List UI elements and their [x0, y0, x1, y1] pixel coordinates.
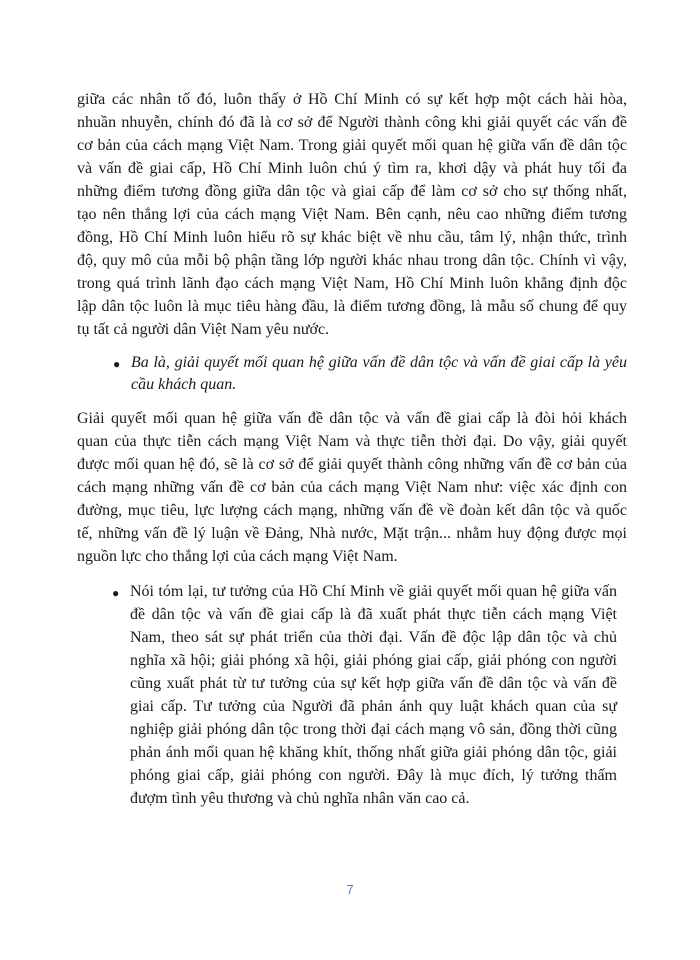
paragraph-line: Giải quyết mối quan hệ giữa vấn đề dân tộc và vấn đề giai cấp là đòi hỏi khách: [77, 410, 627, 427]
paragraph-line: nhuần nhuyễn, chính đó đã là cơ sở để Người thành công khi giải quyết các vấn đề: [77, 114, 627, 131]
paragraph-line: tạo nên thắng lợi của cách mạng Việt Nam. Bên cạnh, nêu cao những điểm tương: [77, 206, 627, 223]
paragraph-line: đồng, Hồ Chí Minh luôn hiểu rõ sự khác biệt về nhu cầu, tâm lý, nhận thức, trình: [77, 229, 627, 246]
page-number: 7: [346, 882, 354, 897]
paragraph-line: được mối quan hệ đó, sẽ là cơ sở để giải quyết thành công những vấn đề cơ bản của: [77, 456, 627, 473]
paragraph-line: quan của thực tiễn cách mạng Việt Nam và thực tiễn thời đại. Do vậy, giải quyết: [77, 433, 627, 450]
paragraph-line: đường, mục tiêu, lực lượng cách mạng, những vấn đề về đoàn kết dân tộc và quốc: [77, 502, 627, 519]
bullet-line: đề dân tộc và vấn đề giai cấp là đã xuất phát thực tiễn cách mạng Việt: [130, 606, 617, 623]
paragraph-line: tế, những vấn đề lý luận về Đảng, Nhà nước, Mặt trận... nhằm huy động được mọi: [77, 525, 627, 542]
paragraph-line: trong quá trình lãnh đạo cách mạng Việt Nam, Hồ Chí Minh luôn khẳng định độc: [77, 275, 627, 292]
bullet-line: Nói tóm lại, tư tưởng của Hồ Chí Minh về giải quyết mối quan hệ giữa vấn: [130, 583, 617, 600]
paragraph-line: cách mạng những vấn đề cơ bản của cách mạng Việt Nam như: việc xác định con: [77, 479, 627, 496]
paragraph-line: nguồn lực cho thắng lợi của cách mạng Việt Nam.: [77, 548, 398, 565]
bullet-line: giai cấp. Tư tưởng của Người đã phản ánh quy luật khách quan của sự: [130, 698, 617, 715]
bullet-line: nghiệp giải phóng dân tộc trong thời đại cách mạng vô sản, đồng thời cũng: [130, 721, 617, 738]
paragraph-line: giữa các nhân tố đó, luôn thấy ở Hồ Chí Minh có sự kết hợp một cách hài hòa,: [77, 91, 627, 108]
bullet-line: Nam, theo sát sự phát triển của thời đại. Vấn đề độc lập dân tộc và chủ: [130, 629, 617, 646]
bullet-marker: ●: [112, 586, 120, 600]
paragraph-line: và vấn đề giai cấp, Hồ Chí Minh luôn chú ý tìm ra, khơi dậy và phát huy tối đa: [77, 160, 627, 177]
bullet-line: nghĩa xã hội; giải phóng xã hội, giải phóng giai cấp, giải phóng con người: [130, 652, 617, 669]
bullet-line: cầu khách quan.: [131, 376, 237, 393]
paragraph-line: những điểm tương đồng giữa dân tộc và giai cấp để làm cơ sở cho sự thống nhất,: [77, 183, 627, 200]
bullet-line: đượm tình yêu thương và chủ nghĩa nhân văn cao cả.: [130, 790, 470, 807]
bullet-line: phản ánh mối quan hệ khăng khít, thống nhất giữa giải phóng dân tộc, giải: [130, 744, 617, 761]
bullet-line: Ba là, giải quyết mối quan hệ giữa vấn đề dân tộc và vấn đề giai cấp là yêu: [131, 354, 627, 371]
bullet-line: cũng xuất phát từ tư tưởng của sự kết hợp giữa vấn đề dân tộc và vấn đề: [130, 675, 617, 692]
bullet-marker: ●: [113, 357, 121, 371]
paragraph-line: độ, quy mô của mỗi bộ phận tầng lớp người khác nhau trong dân tộc. Chính vì vậy,: [77, 252, 627, 269]
bullet-line: phóng giai cấp, giải phóng con người. Đây là mục đích, lý tưởng thấm: [130, 767, 617, 784]
paragraph-line: cơ bản của cách mạng Việt Nam. Trong giải quyết mối quan hệ giữa vấn đề dân tộc: [77, 137, 627, 154]
paragraph-line: tụ tất cả người dân Việt Nam yêu nước.: [77, 321, 330, 338]
paragraph-line: lập dân tộc luôn là mục tiêu hàng đầu, là điểm tương đồng, là mẫu số chung để quy: [77, 298, 627, 315]
